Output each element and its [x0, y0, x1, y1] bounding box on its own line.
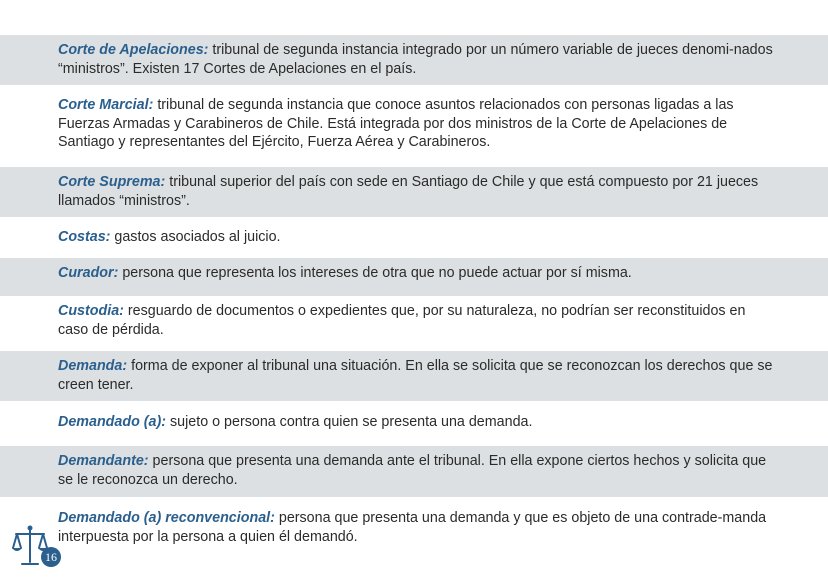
glossary-entry-demandante — [0, 446, 828, 497]
page-number: 16 — [41, 547, 61, 567]
glossary-entry-costas — [0, 222, 828, 254]
glossary-definition: gastos asociados al juicio. — [110, 229, 281, 245]
glossary-entry-curador — [0, 258, 828, 296]
glossary-entry-demandado — [0, 407, 828, 445]
glossary-term: Demandado (a) reconvencional: — [58, 510, 275, 526]
glossary-term: Costas: — [58, 229, 111, 245]
glossary-definition: tribunal de segunda instancia integrado por un número variable de jueces denomi-nados “ministros”. Existen 17 Cortes de Apelaciones en el país. — [58, 42, 773, 77]
glossary-entry-custodia — [0, 296, 828, 348]
glossary-term: Corte de Apelaciones: — [58, 42, 209, 58]
glossary-term: Demandado (a): — [58, 414, 167, 430]
glossary-definition: persona que presenta una demanda ante el tribunal. En ella expone ciertos hechos y solicita que se le reconozca un derecho. — [58, 453, 767, 488]
glossary-entry-corte-de-apelaciones — [0, 35, 828, 85]
glossary-term: Demanda: — [58, 358, 128, 374]
glossary-term: Curador: — [58, 265, 119, 281]
glossary-entry-demandado-reconvencional — [0, 503, 828, 555]
glossary-definition: persona que representa los intereses de otra que no puede actuar por sí misma. — [118, 265, 632, 281]
glossary-entry-demanda — [0, 351, 828, 401]
glossary-definition: sujeto o persona contra quien se presenta una demanda. — [166, 414, 533, 430]
glossary-definition: resguardo de documentos o expedientes que, por su naturaleza, no podrían ser reconstituidos en caso de pérdida. — [58, 303, 746, 338]
glossary-term: Corte Suprema: — [58, 174, 166, 190]
glossary-definition: tribunal superior del país con sede en Santiago de Chile y que está compuesto por 21 jueces llamados “ministros”. — [58, 174, 759, 209]
glossary-entry-corte-marcial — [0, 90, 828, 160]
glossary-definition: forma de exponer al tribunal una situación. En ella se solicita que se reconozcan los derechos que se creen tener. — [58, 358, 773, 393]
glossary-entry-corte-suprema — [0, 167, 828, 217]
glossary-definition: persona que presenta una demanda y que es objeto de una contrade-manda interpuesta por la persona a quien él demandó. — [58, 510, 767, 545]
glossary-term: Demandante: — [58, 453, 149, 469]
glossary-term: Custodia: — [58, 303, 124, 319]
glossary-definition: tribunal de segunda instancia que conoce asuntos relacionados con personas ligadas a las Fuerzas Armadas y Carabineros de Chile. Está integrada por dos ministros de la Corte de Apelaciones de Santiago y representantes del Ejército, Fuerza Aérea y Carabineros. — [58, 97, 734, 150]
glossary-term: Corte Marcial: — [58, 97, 154, 113]
